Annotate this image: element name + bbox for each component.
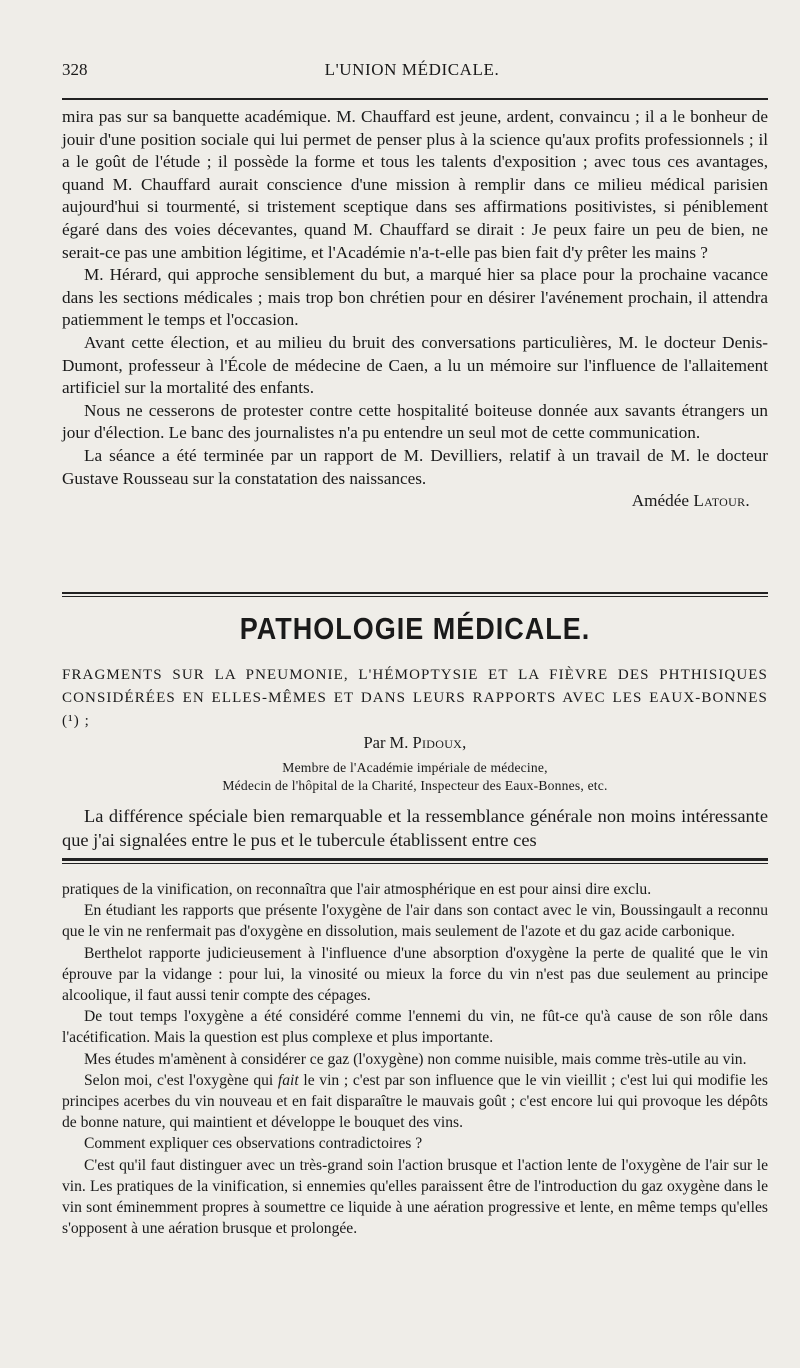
signature-first-name: Amédée: [631, 491, 690, 511]
running-head: [62, 60, 762, 84]
article-title: FRAGMENTS SUR LA PNEUMONIE, L'HÉMOPTYSIE ET LA FIÈVRE DES PHTHISIQUES CONSIDÉRÉES EN ELLES-MÊMES ET DANS LEURS RAPPORTS AVEC LES EAUX-BONNES (¹) ;: [62, 667, 768, 729]
feuilleton-paragraph: pratiques de la vinification, on reconnaîtra que l'air atmosphérique en est pour ainsi dire exclu.: [62, 881, 652, 898]
author-signature: [62, 490, 768, 513]
chronicle-paragraph: Avant cette élection, et au milieu du bruit des conversations particulières, M. le docteur Denis-Dumont, professeur à l'École de médecine de Caen, a lu un mémoire sur l'influence de l'allaitement artificiel sur la mortalité des enfants.: [62, 332, 768, 398]
author-affiliation: Médecin de l'hôpital de la Charité, Inspecteur des Eaux-Bonnes, etc.: [222, 778, 608, 793]
chronicle-paragraph: Nous ne cesserons de protester contre cette hospitalité boiteuse donnée aux savants étrangers un jour d'élection. Le banc des journalistes n'a pu entendre un seul mot de cette communication.: [62, 400, 768, 443]
feuilleton-separator-rule: [62, 858, 768, 864]
feuilleton-paragraph: En étudiant les rapports que présente l'oxygène de l'air dans son contact avec le vin, Boussingault a reconnu que le vin ne renfermait pas d'oxygène en dissolution, mais seulement de l'azote et du gaz acide carbonique.: [62, 902, 768, 941]
selon-text-end: le vin ; c'est par son influence que le vin vieillit ; c'est lui qui modifie les principes acerbes du vin nouveau et en fait disparaître le mauvais goût ; c'est encore lui qui provoque les dépôts de bonne nature, qui maintient et développe le bouquet des vins.: [62, 1071, 768, 1132]
feuilleton-paragraph: De tout temps l'oxygène a été considéré comme l'ennemi du vin, ne fût-ce qu'à cause de son rôle dans l'acétification. Mais la question est plus complexe et plus importante.: [62, 1008, 768, 1047]
feuilleton-column: [62, 879, 768, 1239]
chronicle-paragraph: M. Hérard, qui approche sensiblement du but, a marqué hier sa place pour la prochaine vacance dans les sections médicales ; mais trop bon chrétien pour en désirer l'avénement prochain, il attendra patiemment le temps et l'occasion.: [62, 265, 768, 330]
article-paragraph: La différence spéciale bien remarquable et la ressemblance générale non moins intéressante que j'ai signalées entre le pus et le tubercule établissent entre ces: [62, 806, 768, 850]
header-rule: [62, 98, 768, 100]
author-affiliation: Membre de l'Académie impériale de médecine,: [282, 760, 548, 775]
signature-last-name: Latour.: [693, 491, 750, 511]
feuilleton-paragraph: [62, 1070, 768, 1134]
section-title: PATHOLOGIE MÉDICALE.: [239, 612, 591, 646]
byline-prefix: Par M.: [363, 733, 409, 752]
chronicle-column: [62, 106, 768, 513]
feuilleton-paragraph: Mes études m'amènent à considérer ce gaz (l'oxygène) non comme nuisible, mais comme très-utile au vin.: [84, 1050, 747, 1068]
feuilleton-paragraph: Berthelot rapporte judicieusement à l'influence d'une absorption d'oxygène la perte de qualité que le vin éprouve par la vidange : pour lui, la vinosité ou mieux la force du vin n'est pas due seulement au principe alcoolique, il faut aussi tenir compte des cépages.: [62, 944, 768, 1005]
journal-title: L'UNION MÉDICALE.: [324, 60, 500, 79]
page-number: 328: [62, 60, 88, 79]
selon-italic-word: fait: [277, 1071, 299, 1089]
feuilleton-paragraph: Comment expliquer ces observations contradictoires ?: [84, 1135, 423, 1153]
chronicle-paragraph: La séance a été terminée par un rapport de M. Devilliers, relatif à un travail de M. le docteur Gustave Rousseau sur la constatation des naissances.: [62, 445, 768, 488]
article-author: Pidoux,: [412, 733, 467, 752]
selon-text-start: Selon moi, c'est l'oxygène qui: [84, 1071, 274, 1089]
feuilleton-paragraph: C'est qu'il faut distinguer avec un très-grand soin l'action brusque et l'action lente de l'oxygène de l'air sur le vin. Les pratiques de la vinification, si ennemies qu'elles paraissent être de l'introduction du gaz oxygène dans le vin sont éminemment propres à soumettre ce liquide à une aération progressive et lente, en même temps qu'elles s'opposent à une aération brusque et prolongée.: [62, 1156, 768, 1238]
article-byline: [62, 733, 768, 753]
article-column: [62, 804, 768, 852]
chronicle-paragraph: mira pas sur sa banquette académique. M. Chauffard est jeune, ardent, convaincu ; il a le bonheur de jouir d'une position sociale qui lui permet de penser plus à la science qu'aux profits professionnels ; il a le goût de l'étude ; il possède la forme et tous les talents d'exposition ; avec tous ces avantages, quand M. Chauffard aurait conscience d'une mission à remplir dans ce milieu médical parisien aujourd'hui si tourmenté, si tristement sceptique dans ses affirmations positivistes, si péniblement égaré dans des voies décevantes, quand M. Chauffard se dirait : Je peux faire un peu de bien, ne serait-ce pas une ambition légitime, et l'Académie n'a-t-elle pas bien fait d'y prêter les mains ?: [62, 107, 768, 262]
section-separator-rule: [62, 592, 768, 597]
